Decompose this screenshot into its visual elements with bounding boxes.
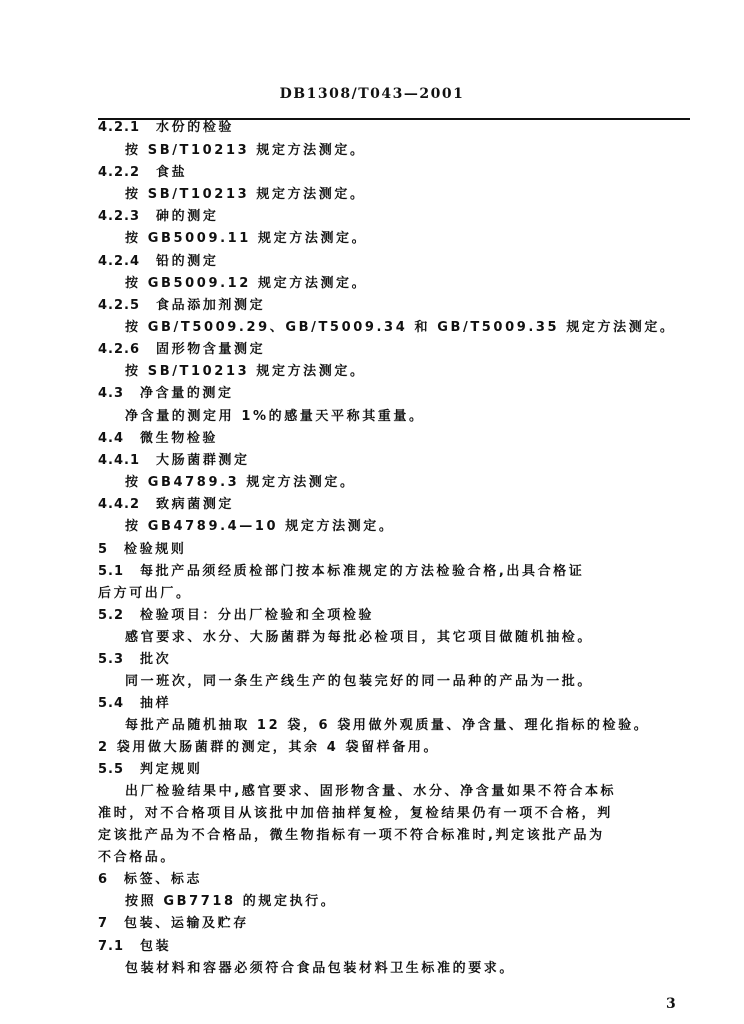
body-line (125, 142, 366, 160)
section-number: 4.4 (98, 431, 125, 446)
body-line (98, 805, 613, 823)
body-line (98, 849, 176, 867)
section-heading (98, 651, 171, 669)
section-heading (98, 915, 249, 933)
line-text: 按 GB4789.4—10 规定方法测定。 (125, 519, 395, 534)
section-number: 4.4.2 (98, 497, 141, 512)
section-heading (98, 164, 187, 182)
section-number: 4.2.4 (98, 254, 141, 269)
body-line (125, 960, 515, 978)
line-text: 2 袋用做大肠菌群的测定，其余 4 袋留样备用。 (98, 740, 440, 755)
section-number: 5.2 (98, 608, 125, 623)
line-text: 致病菌测定 (156, 497, 235, 512)
body-line (98, 827, 605, 845)
line-text: 同一班次，同一条生产线生产的包装完好的同一品种的产品为一批。 (125, 674, 594, 689)
document-header: DB1308/T043—2001 (279, 86, 465, 102)
section-number: 5.4 (98, 696, 125, 711)
section-number: 4.2.6 (98, 342, 141, 357)
section-heading (98, 871, 202, 889)
line-text: 判定规则 (140, 762, 203, 777)
line-text: 按 SB/T10213 规定方法测定。 (125, 143, 366, 158)
section-heading (98, 297, 265, 315)
section-number: 7 (98, 916, 109, 931)
body-line (125, 186, 366, 204)
section-heading (98, 761, 202, 779)
section-heading (98, 496, 234, 514)
section-number: 5.5 (98, 762, 125, 777)
section-number: 7.1 (98, 939, 125, 954)
section-heading (98, 452, 250, 470)
body-line (98, 739, 439, 757)
line-text: 大肠菌群测定 (156, 453, 250, 468)
section-number: 4.2.3 (98, 209, 141, 224)
line-text: 净含量的测定 (140, 386, 234, 401)
line-text: 按 GB4789.3 规定方法测定。 (125, 475, 356, 490)
section-heading (98, 541, 186, 559)
line-text: 包装、运输及贮存 (124, 916, 249, 931)
section-heading (98, 341, 265, 359)
body-line (98, 585, 192, 603)
line-text: 每批产品须经质检部门按本标准规定的方法检验合格,出具合格证 (140, 564, 585, 579)
line-text: 按照 GB7718 的规定执行。 (125, 894, 337, 909)
body-line (125, 783, 616, 801)
section-heading (98, 430, 218, 448)
section-heading (98, 208, 218, 226)
line-text: 按 GB5009.11 规定方法测定。 (125, 231, 368, 246)
line-text: 砷的测定 (156, 209, 219, 224)
line-text: 微生物检验 (140, 431, 219, 446)
section-number: 5.1 (98, 564, 125, 579)
section-number: 4.2.2 (98, 165, 141, 180)
line-text: 后方可出厂。 (98, 586, 192, 601)
section-heading (98, 385, 234, 403)
body-line (125, 408, 425, 426)
line-text: 按 SB/T10213 规定方法测定。 (125, 187, 366, 202)
body-line (125, 629, 593, 647)
body-line (125, 319, 676, 337)
section-number: 4.2.1 (98, 120, 141, 135)
section-number: 4.2.5 (98, 298, 141, 313)
body-line (125, 893, 336, 911)
line-text: 每批产品随机抽取 12 袋，6 袋用做外观质量、净含量、理化指标的检验。 (125, 718, 650, 733)
line-text: 批次 (140, 652, 172, 667)
line-text: 水份的检验 (156, 120, 235, 135)
section-number: 4.3 (98, 386, 125, 401)
body-line (125, 717, 649, 735)
body-line (125, 230, 367, 248)
body-line (125, 275, 367, 293)
body-line (125, 518, 395, 536)
line-text: 固形物含量测定 (156, 342, 266, 357)
section-heading (98, 938, 171, 956)
section-number: 4.4.1 (98, 453, 141, 468)
line-text: 按 GB/T5009.29、GB/T5009.34 和 GB/T5009.35 规定方法测定。 (125, 320, 676, 335)
body-line (125, 474, 356, 492)
section-number: 5 (98, 542, 109, 557)
line-text: 标签、标志 (124, 872, 203, 887)
line-text: 按 SB/T10213 规定方法测定。 (125, 364, 366, 379)
section-heading (98, 695, 171, 713)
line-text: 包装 (140, 939, 172, 954)
line-text: 检验项目：分出厂检验和全项检验 (140, 608, 375, 623)
line-text: 准时，对不合格项目从该批中加倍抽样复检，复检结果仍有一项不合格，判 (98, 806, 613, 821)
section-heading (98, 563, 584, 581)
line-text: 按 GB5009.12 规定方法测定。 (125, 276, 368, 291)
line-text: 铅的测定 (156, 254, 219, 269)
section-number: 6 (98, 872, 109, 887)
line-text: 净含量的测定用 1%的感量天平称其重量。 (125, 409, 425, 424)
body-line (125, 673, 593, 691)
line-text: 抽样 (140, 696, 172, 711)
line-text: 出厂检验结果中,感官要求、固形物含量、水分、净含量如果不符合本标 (125, 784, 617, 799)
line-text: 感官要求、水分、大肠菌群为每批必检项目，其它项目做随机抽检。 (125, 630, 594, 645)
line-text: 检验规则 (124, 542, 187, 557)
section-heading (98, 119, 234, 137)
line-text: 不合格品。 (98, 850, 177, 865)
section-heading (98, 253, 218, 271)
line-text: 定该批产品为不合格品，微生物指标有一项不符合标准时,判定该批产品为 (98, 828, 605, 843)
body-line (125, 363, 366, 381)
section-number: 5.3 (98, 652, 125, 667)
line-text: 包装材料和容器必须符合食品包装材料卫生标准的要求。 (125, 961, 516, 976)
line-text: 食盐 (156, 165, 188, 180)
page-number: 3 (666, 996, 676, 1012)
line-text: 食品添加剂测定 (156, 298, 266, 313)
section-heading (98, 607, 374, 625)
